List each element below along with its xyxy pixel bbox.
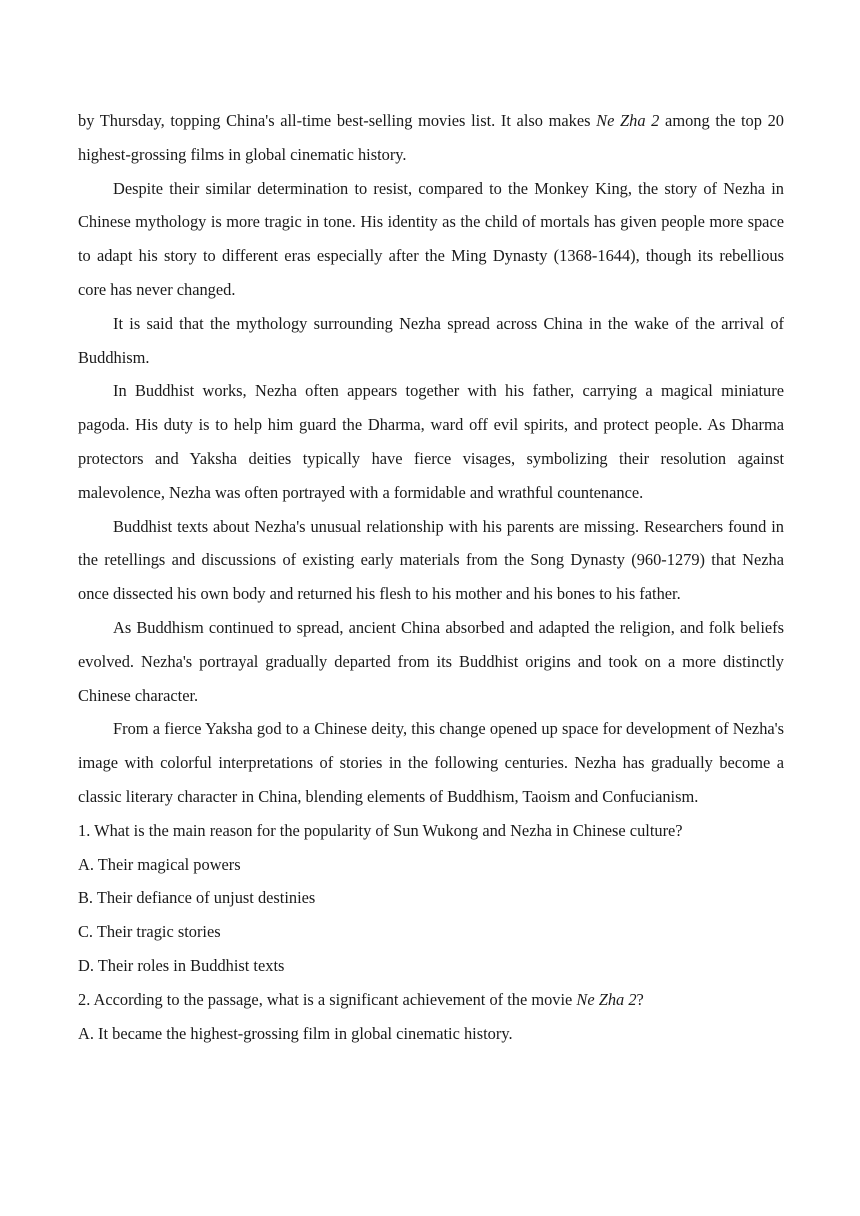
paragraph-text: among the top 20 highest-grossing films in global cinematic history. bbox=[78, 111, 784, 164]
question-text: 2. According to the passage, what is a significant achievement of the movie bbox=[78, 989, 577, 1009]
question-1-stem: 1. What is the main reason for the popularity of Sun Wukong and Nezha in Chinese culture? bbox=[78, 820, 683, 840]
question-2-option-a: A. It became the highest-grossing film in global cinematic history. bbox=[78, 1023, 513, 1043]
paragraph-continuation bbox=[78, 104, 784, 172]
paragraph: Despite their similar determination to resist, compared to the Monkey King, the story of Nezha in Chinese mythology is more tragic in tone. His identity as the child of mortals has given people more space to adapt his story to different eras especially after the Ming Dynasty (1368-1644), though its rebellious core has never changed. bbox=[78, 178, 784, 299]
question-2-stem bbox=[78, 983, 784, 1017]
paragraph: It is said that the mythology surrounding Nezha spread across China in the wake of the arrival of Buddhism. bbox=[78, 313, 784, 367]
question-1-option-d: D. Their roles in Buddhist texts bbox=[78, 955, 285, 975]
paragraph: As Buddhism continued to spread, ancient China absorbed and adapted the religion, and folk beliefs evolved. Nezha's portrayal gradually departed from its Buddhist origins and took on a more distinctly Chinese character. bbox=[78, 617, 784, 705]
paragraph: Buddhist texts about Nezha's unusual relationship with his parents are missing. Researchers found in the retellings and discussions of existing early materials from the Song Dynasty (960-1279) that Nezha once dissected his own body and returned his flesh to his mother and his bones to his father. bbox=[78, 516, 784, 604]
movie-title: Ne Zha 2 bbox=[576, 989, 637, 1009]
movie-title: Ne Zha 2 bbox=[596, 111, 660, 130]
document-page bbox=[78, 104, 784, 1050]
question-1-option-a: A. Their magical powers bbox=[78, 854, 241, 874]
question-1-option-c: C. Their tragic stories bbox=[78, 922, 221, 942]
paragraph: In Buddhist works, Nezha often appears together with his father, carrying a magical miniature pagoda. His duty is to help him guard the Dharma, ward off evil spirits, and protect people. As Dharma protectors and Yaksha deities typically have fierce visages, symbolizing their resolution against malevolence, Nezha was often portrayed with a formidable and wrathful countenance. bbox=[78, 381, 784, 502]
paragraph: From a fierce Yaksha god to a Chinese deity, this change opened up space for development of Nezha's image with colorful interpretations of stories in the following centuries. Nezha has gradually become a classic literary character in China, blending elements of Buddhism, Taoism and Confucianism. bbox=[78, 719, 784, 806]
paragraph-text: by Thursday, topping China's all-time best-selling movies list. It also makes bbox=[78, 111, 597, 130]
question-text: ? bbox=[636, 989, 644, 1009]
question-1-option-b: B. Their defiance of unjust destinies bbox=[78, 888, 316, 908]
